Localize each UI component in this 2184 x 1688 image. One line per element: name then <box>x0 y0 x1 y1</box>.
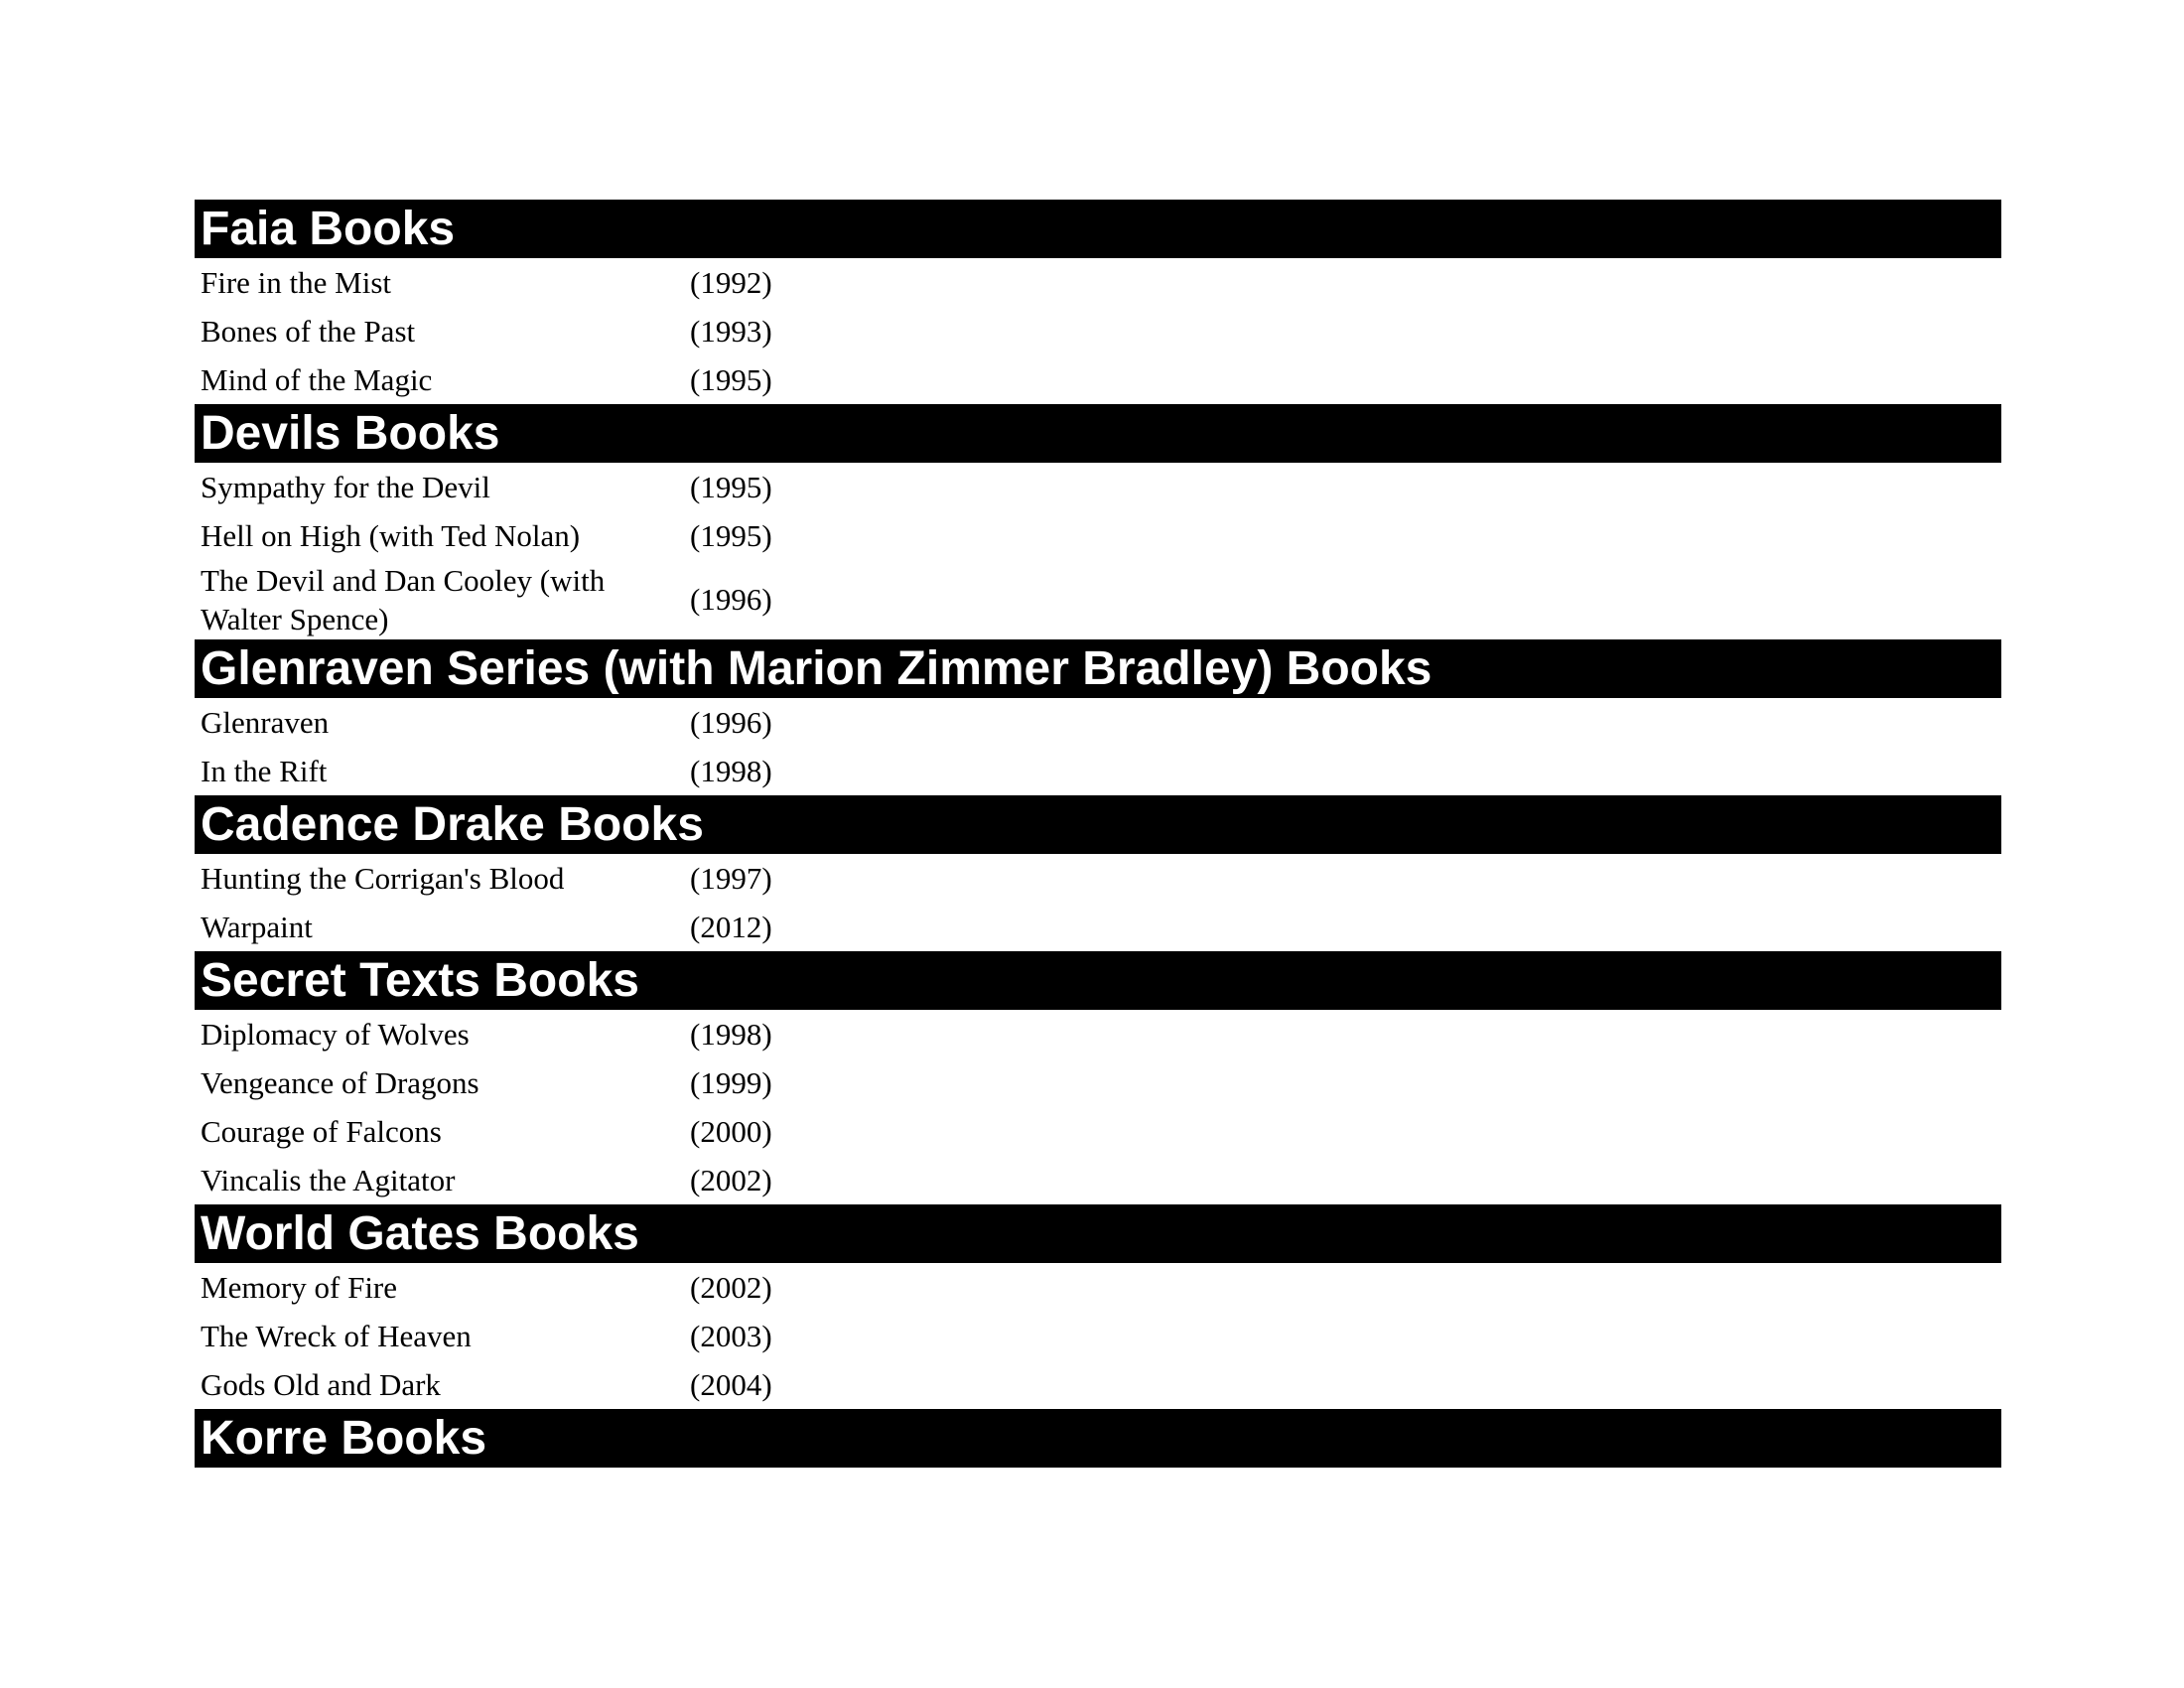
book-title: Gods Old and Dark <box>201 1367 441 1402</box>
book-row <box>195 1156 2001 1204</box>
series-header-devils: Devils Books <box>195 404 2001 463</box>
book-row <box>195 854 2001 903</box>
book-year: (2004) <box>690 1366 772 1402</box>
book-row <box>195 1312 2001 1360</box>
book-row <box>195 747 2001 795</box>
book-title: Hunting the Corrigan's Blood <box>201 861 565 896</box>
book-year: (2000) <box>690 1113 772 1149</box>
series-header-world-gates: World Gates Books <box>195 1204 2001 1263</box>
book-row <box>195 511 2001 560</box>
book-year: (2012) <box>690 909 772 944</box>
book-year: (1995) <box>690 517 772 553</box>
book-row <box>195 1010 2001 1058</box>
book-title: Diplomacy of Wolves <box>201 1017 470 1052</box>
book-row <box>195 307 2001 355</box>
book-row <box>195 463 2001 511</box>
book-title: Hell on High (with Ted Nolan) <box>201 518 581 553</box>
book-title: Warpaint <box>201 910 313 944</box>
series-header-glenraven: Glenraven Series (with Marion Zimmer Bradley) Books <box>195 639 2001 698</box>
book-year: (1995) <box>690 361 772 397</box>
book-title: Mind of the Magic <box>201 362 433 397</box>
book-title: Sympathy for the Devil <box>201 470 490 504</box>
book-year: (1997) <box>690 860 772 896</box>
book-title: Vengeance of Dragons <box>201 1065 479 1100</box>
series-header-korre: Korre Books <box>195 1409 2001 1468</box>
series-header-cadence-drake: Cadence Drake Books <box>195 795 2001 854</box>
book-year: (1996) <box>690 704 772 740</box>
book-year: (2002) <box>690 1162 772 1197</box>
series-header-secret-texts: Secret Texts Books <box>195 951 2001 1010</box>
book-title: The Wreck of Heaven <box>201 1319 472 1353</box>
book-row <box>195 903 2001 951</box>
book-year: (2003) <box>690 1318 772 1353</box>
book-year: (2002) <box>690 1269 772 1305</box>
book-title: Vincalis the Agitator <box>201 1163 456 1197</box>
book-year: (1992) <box>690 264 772 300</box>
book-year: (1993) <box>690 313 772 349</box>
book-row <box>195 1107 2001 1156</box>
book-title: Courage of Falcons <box>201 1114 442 1149</box>
book-row <box>195 1360 2001 1409</box>
book-year: (1998) <box>690 1016 772 1052</box>
book-year: (1998) <box>690 753 772 788</box>
book-row <box>195 1058 2001 1107</box>
book-year: (1996) <box>690 582 772 617</box>
book-row <box>195 1263 2001 1312</box>
book-title: The Devil and Dan Cooley (with Walter Spence) <box>201 563 606 636</box>
book-row <box>195 355 2001 404</box>
book-title: Glenraven <box>201 705 330 740</box>
book-title: In the Rift <box>201 754 328 788</box>
book-row <box>195 698 2001 747</box>
book-row <box>195 560 2001 639</box>
book-row <box>195 258 2001 307</box>
book-year: (1999) <box>690 1064 772 1100</box>
book-year: (1995) <box>690 469 772 504</box>
series-header-faia: Faia Books <box>195 200 2001 258</box>
book-list-sheet <box>195 200 2001 1468</box>
book-title: Fire in the Mist <box>201 265 392 300</box>
book-title: Memory of Fire <box>201 1270 398 1305</box>
book-title: Bones of the Past <box>201 314 416 349</box>
